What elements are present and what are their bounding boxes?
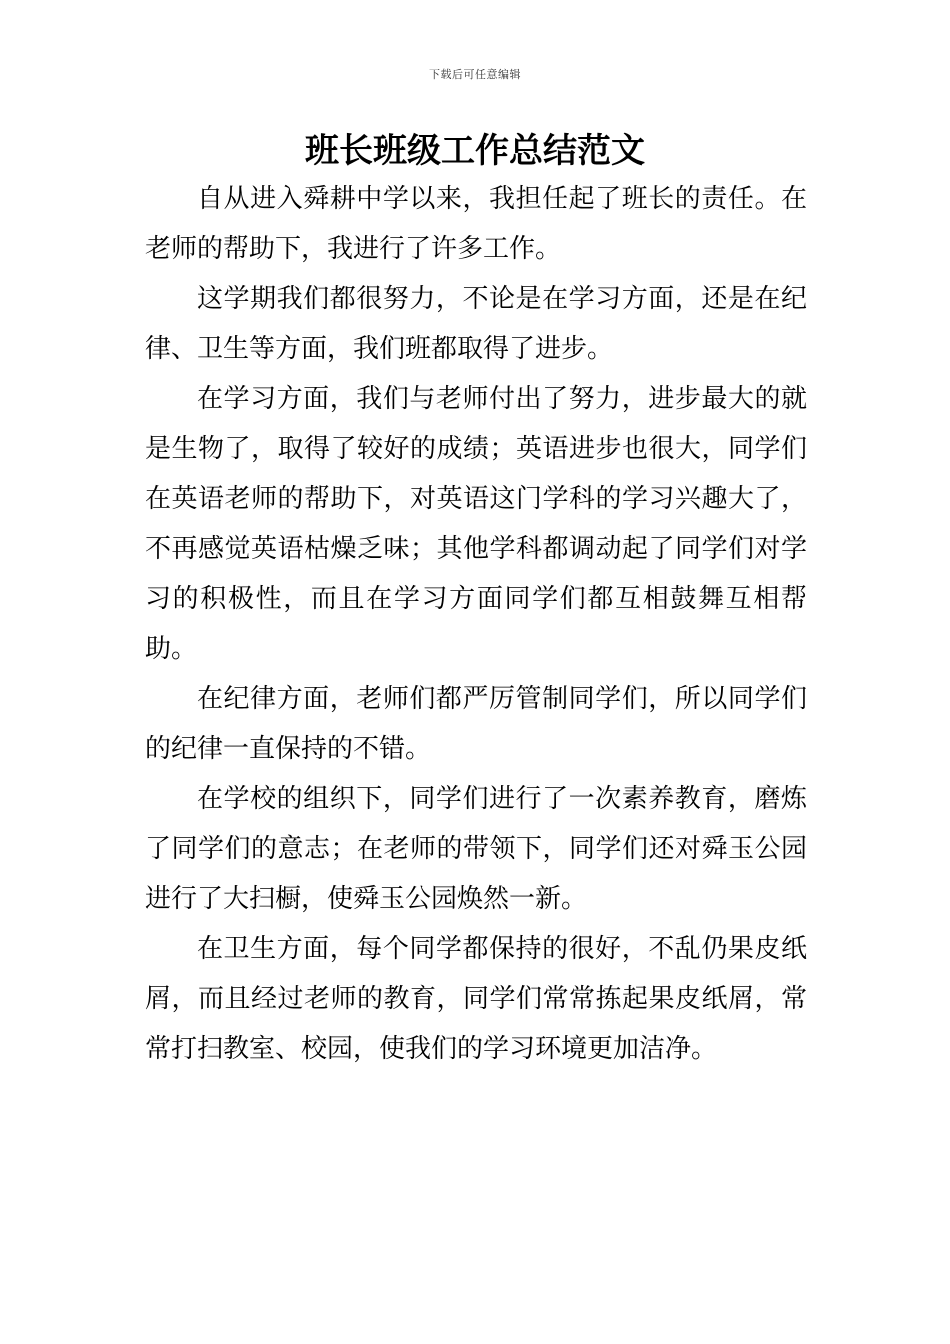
header-note: 下载后可任意编辑 — [429, 68, 521, 81]
document-body — [145, 174, 807, 1074]
paragraph-1: 自从进入舜耕中学以来，我担任起了班长的责任。在老师的帮助下，我进行了许多工作。 — [145, 184, 807, 264]
paragraph-6: 在卫生方面，每个同学都保持的很好，不乱仍果皮纸屑，而且经过老师的教育，同学们常常拣起果皮纸屑，常常打扫教室、校园，使我们的学习环境更加洁净。 — [145, 934, 807, 1064]
page-title: 班长班级工作总结范文 — [305, 131, 645, 171]
paragraph-2: 这学期我们都很努力，不论是在学习方面，还是在纪律、卫生等方面，我们班都取得了进步。 — [145, 284, 807, 364]
paragraph-4: 在纪律方面，老师们都严厉管制同学们，所以同学们的纪律一直保持的不错。 — [145, 684, 807, 764]
paragraph-5: 在学校的组织下，同学们进行了一次素养教育，磨炼了同学们的意志；在老师的带领下，同学们还对舜玉公园进行了大扫橱，使舜玉公园焕然一新。 — [145, 784, 807, 914]
paragraph-3: 在学习方面，我们与老师付出了努力，进步最大的就是生物了，取得了较好的成绩；英语进步也很大，同学们在英语老师的帮助下，对英语这门学科的学习兴趣大了，不再感觉英语枯燥乏味；其他学科都调动起了同学们对学习的积极性，而且在学习方面同学们都互相鼓舞互相帮助。 — [145, 384, 807, 664]
